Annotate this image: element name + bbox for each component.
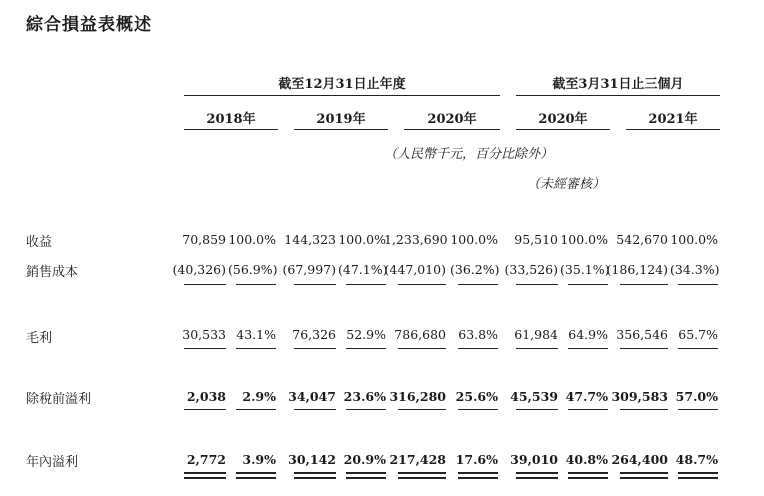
table-cell: 17.6%	[455, 452, 498, 467]
page-title: 綜合損益表概述	[26, 15, 152, 35]
underline	[568, 348, 608, 349]
year-header-2021-q1: 2021年	[648, 112, 698, 127]
table-cell: 264,400	[611, 452, 668, 467]
year-header-2019: 2019年	[316, 112, 366, 127]
underline	[346, 284, 386, 285]
double-underline	[294, 472, 336, 479]
table-cell: 23.6%	[343, 389, 386, 404]
year-header-rule	[404, 129, 500, 130]
row-label-cost-of-sales: 銷售成本	[26, 265, 79, 280]
table-cell: 48.7%	[675, 452, 718, 467]
double-underline	[678, 472, 718, 479]
table-cell: 70,859	[182, 232, 226, 247]
table-cell: 100.0%	[338, 232, 386, 247]
double-underline	[184, 472, 226, 479]
underline	[678, 284, 718, 285]
double-underline	[620, 472, 668, 479]
table-cell: 95,510	[514, 232, 558, 247]
underline	[346, 348, 386, 349]
table-cell: 65.7%	[678, 327, 718, 342]
table-cell: 2,772	[186, 452, 226, 467]
underline	[620, 348, 668, 349]
table-cell: 542,670	[616, 232, 668, 247]
year-header-2018: 2018年	[206, 112, 256, 127]
table-cell: 2.9%	[242, 389, 276, 404]
table-cell: (447,010)	[384, 262, 446, 277]
table-cell: (35.1%)	[560, 262, 610, 277]
table-cell: (40,326)	[172, 262, 226, 277]
double-underline	[568, 472, 608, 479]
table-cell: 30,142	[288, 452, 336, 467]
table-cell: (56.9%)	[228, 262, 278, 277]
table-cell: 52.9%	[346, 327, 386, 342]
table-cell: 100.0%	[670, 232, 718, 247]
double-underline	[236, 472, 276, 479]
table-cell: (47.1%)	[338, 262, 388, 277]
double-underline	[458, 472, 498, 479]
double-underline	[346, 472, 386, 479]
table-cell: 2,038	[186, 389, 226, 404]
table-cell: 63.8%	[458, 327, 498, 342]
table-cell: 40.8%	[565, 452, 608, 467]
row-label-profit-for-year: 年內溢利	[26, 455, 79, 470]
group-header-three-months: 截至3月31日止三個月	[552, 77, 684, 92]
table-cell: 100.0%	[560, 232, 608, 247]
table-cell: 217,428	[389, 452, 446, 467]
underline	[236, 348, 276, 349]
underline	[516, 409, 558, 410]
table-cell: 34,047	[288, 389, 336, 404]
underline	[184, 409, 226, 410]
underline	[294, 348, 336, 349]
unit-note: （人民幣千元，百分比除外）	[384, 147, 554, 162]
group-header-rule	[516, 95, 720, 96]
table-cell: 786,680	[394, 327, 446, 342]
table-cell: (67,997)	[282, 262, 336, 277]
table-cell: 3.9%	[242, 452, 276, 467]
underline	[294, 409, 336, 410]
double-underline	[398, 472, 446, 479]
group-header-full-year: 截至12月31日止年度	[278, 77, 406, 92]
unaudited-note: （未經審核）	[527, 177, 606, 192]
table-cell: 47.7%	[565, 389, 608, 404]
underline	[568, 284, 608, 285]
table-cell: 61,984	[514, 327, 558, 342]
table-cell: 309,583	[611, 389, 668, 404]
year-header-rule	[516, 129, 610, 130]
year-header-rule	[626, 129, 720, 130]
underline	[236, 284, 276, 285]
underline	[236, 409, 276, 410]
double-underline	[516, 472, 558, 479]
table-cell: (33,526)	[504, 262, 558, 277]
underline	[620, 284, 668, 285]
table-cell: 144,323	[284, 232, 336, 247]
table-cell: 39,010	[510, 452, 558, 467]
underline	[398, 284, 446, 285]
table-cell: 100.0%	[450, 232, 498, 247]
year-header-2020-q1: 2020年	[538, 112, 588, 127]
underline	[184, 348, 226, 349]
table-cell: 57.0%	[675, 389, 718, 404]
table-cell: 25.6%	[455, 389, 498, 404]
table-cell: 45,539	[510, 389, 558, 404]
table-cell: 20.9%	[343, 452, 386, 467]
year-header-2020: 2020年	[427, 112, 477, 127]
table-cell: 64.9%	[568, 327, 608, 342]
table-cell: 43.1%	[236, 327, 276, 342]
table-cell: (36.2%)	[450, 262, 500, 277]
group-header-rule	[184, 95, 500, 96]
underline	[458, 284, 498, 285]
underline	[516, 348, 558, 349]
table-cell: 100.0%	[228, 232, 276, 247]
underline	[678, 409, 718, 410]
underline	[568, 409, 608, 410]
underline	[458, 409, 498, 410]
table-cell: (34.3%)	[670, 262, 720, 277]
row-label-profit-before-tax: 除稅前溢利	[26, 392, 92, 407]
underline	[398, 409, 446, 410]
underline	[184, 284, 226, 285]
table-cell: 356,546	[616, 327, 668, 342]
table-cell: 316,280	[389, 389, 446, 404]
underline	[398, 348, 446, 349]
year-header-rule	[294, 129, 388, 130]
table-cell: 30,533	[182, 327, 226, 342]
underline	[620, 409, 668, 410]
underline	[346, 409, 386, 410]
underline	[678, 348, 718, 349]
underline	[294, 284, 336, 285]
table-cell: (186,124)	[606, 262, 668, 277]
underline	[516, 284, 558, 285]
underline	[458, 348, 498, 349]
year-header-rule	[184, 129, 278, 130]
table-cell: 76,326	[292, 327, 336, 342]
row-label-revenue: 收益	[26, 235, 53, 250]
row-label-gross-profit: 毛利	[26, 331, 53, 346]
table-cell: 1,233,690	[384, 232, 448, 247]
